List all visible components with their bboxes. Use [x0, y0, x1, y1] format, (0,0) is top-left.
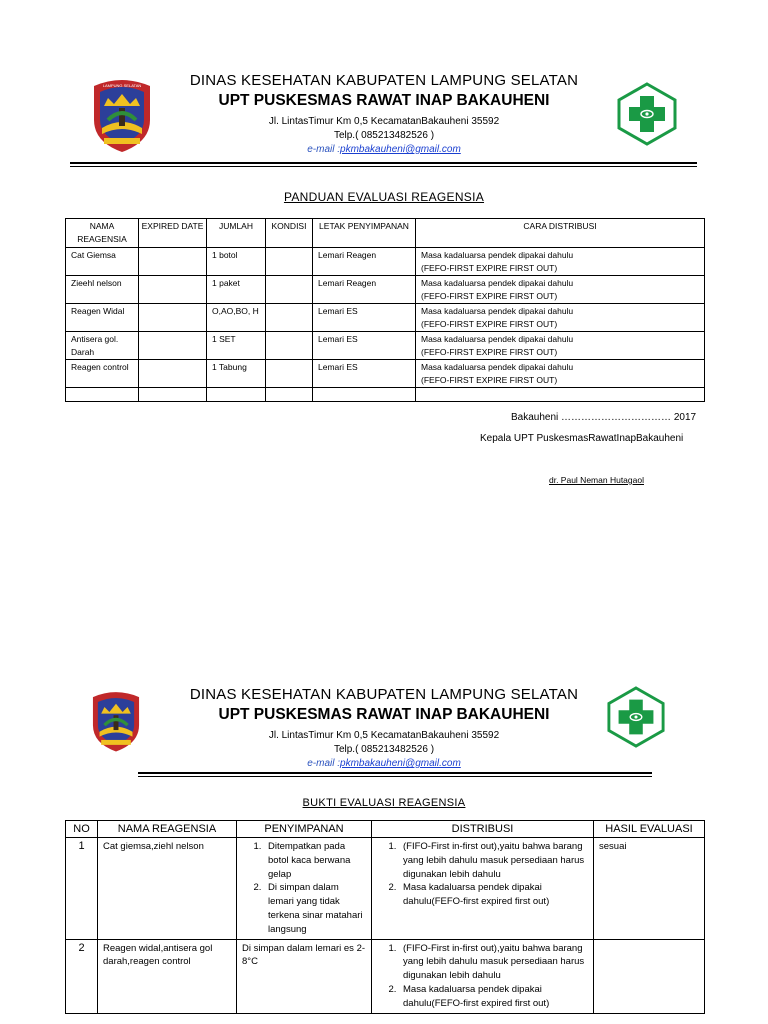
distribution-list: 1. (FIFO-First in-first out),yaitu bahwa barang yang lebih dahulu masuk persediaan harus digunakan lebih dahulu 2. Masa kadaluarsa pendek dipakai dahulu(FEFO-first expired first out)	[377, 840, 588, 909]
reagent-evidence-table	[65, 820, 705, 1014]
letterhead	[0, 686, 768, 769]
agency-name: DINAS KESEHATAN KABUPATEN LAMPUNG SELATAN	[189, 686, 579, 703]
address: Jl. LintasTimur Km 0,5 KecamatanBakauheni 35592	[268, 116, 500, 127]
page-title: BUKTI EVALUASI REAGENSIA	[302, 797, 466, 809]
column-header: EXPIRED DATE	[139, 219, 207, 248]
column-header: NAMA REAGENSIA	[98, 821, 237, 838]
institution-name: UPT PUSKESMAS RAWAT INAP BAKAUHENI	[218, 92, 550, 109]
table-row: 2 Reagen widal,antisera gol darah,reagen control Di simpan dalam lemari es 2-8°C 1. (FIFO-First in-first out),yaitu bahwa barang yang lebih dahulu masuk persediaan harus digunakan lebih dahulu 2. Masa kadaluarsa pendek dipakai dahulu(FEFO-first expired first out)	[66, 939, 705, 1013]
institution-name: UPT PUSKESMAS RAWAT INAP BAKAUHENI	[218, 706, 550, 723]
column-header: NO	[66, 821, 98, 838]
email-link[interactable]: pkmbakauheni@gmail.com	[340, 758, 461, 769]
column-header: NAMA REAGENSIA	[66, 219, 139, 248]
address: Jl. LintasTimur Km 0,5 KecamatanBakauheni 35592	[268, 730, 500, 741]
svg-text:LAMPUNG SELATAN: LAMPUNG SELATAN	[102, 83, 142, 88]
email-line: e-mail :pkmbakauheni@gmail.com	[307, 144, 461, 155]
table-row: Zieehl nelson 1 paket Lemari Reagen Masa kadaluarsa pendek dipakai dahulu (FEFO-FIRST EXPIRE FIRST OUT)	[66, 276, 705, 304]
storage-list: 1. Ditempatkan pada botol kaca berwana gelap 2. Di simpan dalam lemari yang tidak terkena sinar matahari langsung	[242, 840, 366, 937]
table-row-empty	[66, 388, 705, 402]
table-row: Cat Giemsa 1 botol Lemari Reagen Masa kadaluarsa pendek dipakai dahulu (FEFO-FIRST EXPIRE FIRST OUT)	[66, 248, 705, 276]
place-date: Bakauheni …………………………… 2017	[511, 412, 697, 423]
agency-name: DINAS KESEHATAN KABUPATEN LAMPUNG SELATAN	[189, 72, 579, 89]
distribution-list: 1. (FIFO-First in-first out),yaitu bahwa barang yang lebih dahulu masuk persediaan harus digunakan lebih dahulu 2. Masa kadaluarsa pendek dipakai dahulu(FEFO-first expired first out)	[377, 942, 588, 1011]
table-row: Antisera gol. Darah 1 SET Lemari ES Masa kadaluarsa pendek dipakai dahulu (FEFO-FIRST EXPIRE FIRST OUT)	[66, 332, 705, 360]
column-header: DISTRIBUSI	[372, 821, 594, 838]
header-rule	[138, 772, 652, 777]
header-rule	[70, 162, 697, 167]
phone: Telp.( 085213482526 )	[333, 744, 435, 755]
table-row: Reagen control 1 Tabung Lemari ES Masa kadaluarsa pendek dipakai dahulu (FEFO-FIRST EXPIRE FIRST OUT)	[66, 360, 705, 388]
phone: Telp.( 085213482526 )	[333, 130, 435, 141]
column-header: JUMLAH	[207, 219, 266, 248]
page-title: PANDUAN EVALUASI REAGENSIA	[283, 190, 485, 204]
column-header: LETAK PENYIMPANAN	[313, 219, 416, 248]
table-row: 1 Cat giemsa,ziehl nelson 1. Ditempatkan pada botol kaca berwana gelap 2. Di simpan dalam lemari yang tidak terkena sinar matahari langsung 1. (FIFO-First in-first out),yaitu bahwa barang yang lebih dahulu masuk persediaan harus digunakan lebih dahulu 2. Masa kadaluarsa pendek dipakai dahulu(FEFO-first expired first out) sesuai	[66, 838, 705, 940]
signer-name: dr. Paul Neman Hutagaol	[549, 475, 644, 485]
column-header: CARA DISTRIBUSI	[416, 219, 705, 248]
reagent-guide-table	[65, 218, 705, 402]
email-line: e-mail :pkmbakauheni@gmail.com	[307, 758, 461, 769]
table-header-row	[66, 821, 705, 838]
table-row: Reagen Widal O,AO,BO, H Lemari ES Masa kadaluarsa pendek dipakai dahulu (FEFO-FIRST EXPIRE FIRST OUT)	[66, 304, 705, 332]
table-header-row	[66, 219, 705, 248]
column-header: KONDISI	[266, 219, 313, 248]
email-link[interactable]: pkmbakauheni@gmail.com	[340, 144, 461, 155]
signer-position: Kepala UPT PuskesmasRawatInapBakauheni	[480, 433, 684, 444]
column-header: HASIL EVALUASI	[594, 821, 705, 838]
column-header: PENYIMPANAN	[237, 821, 372, 838]
letterhead	[0, 72, 768, 155]
